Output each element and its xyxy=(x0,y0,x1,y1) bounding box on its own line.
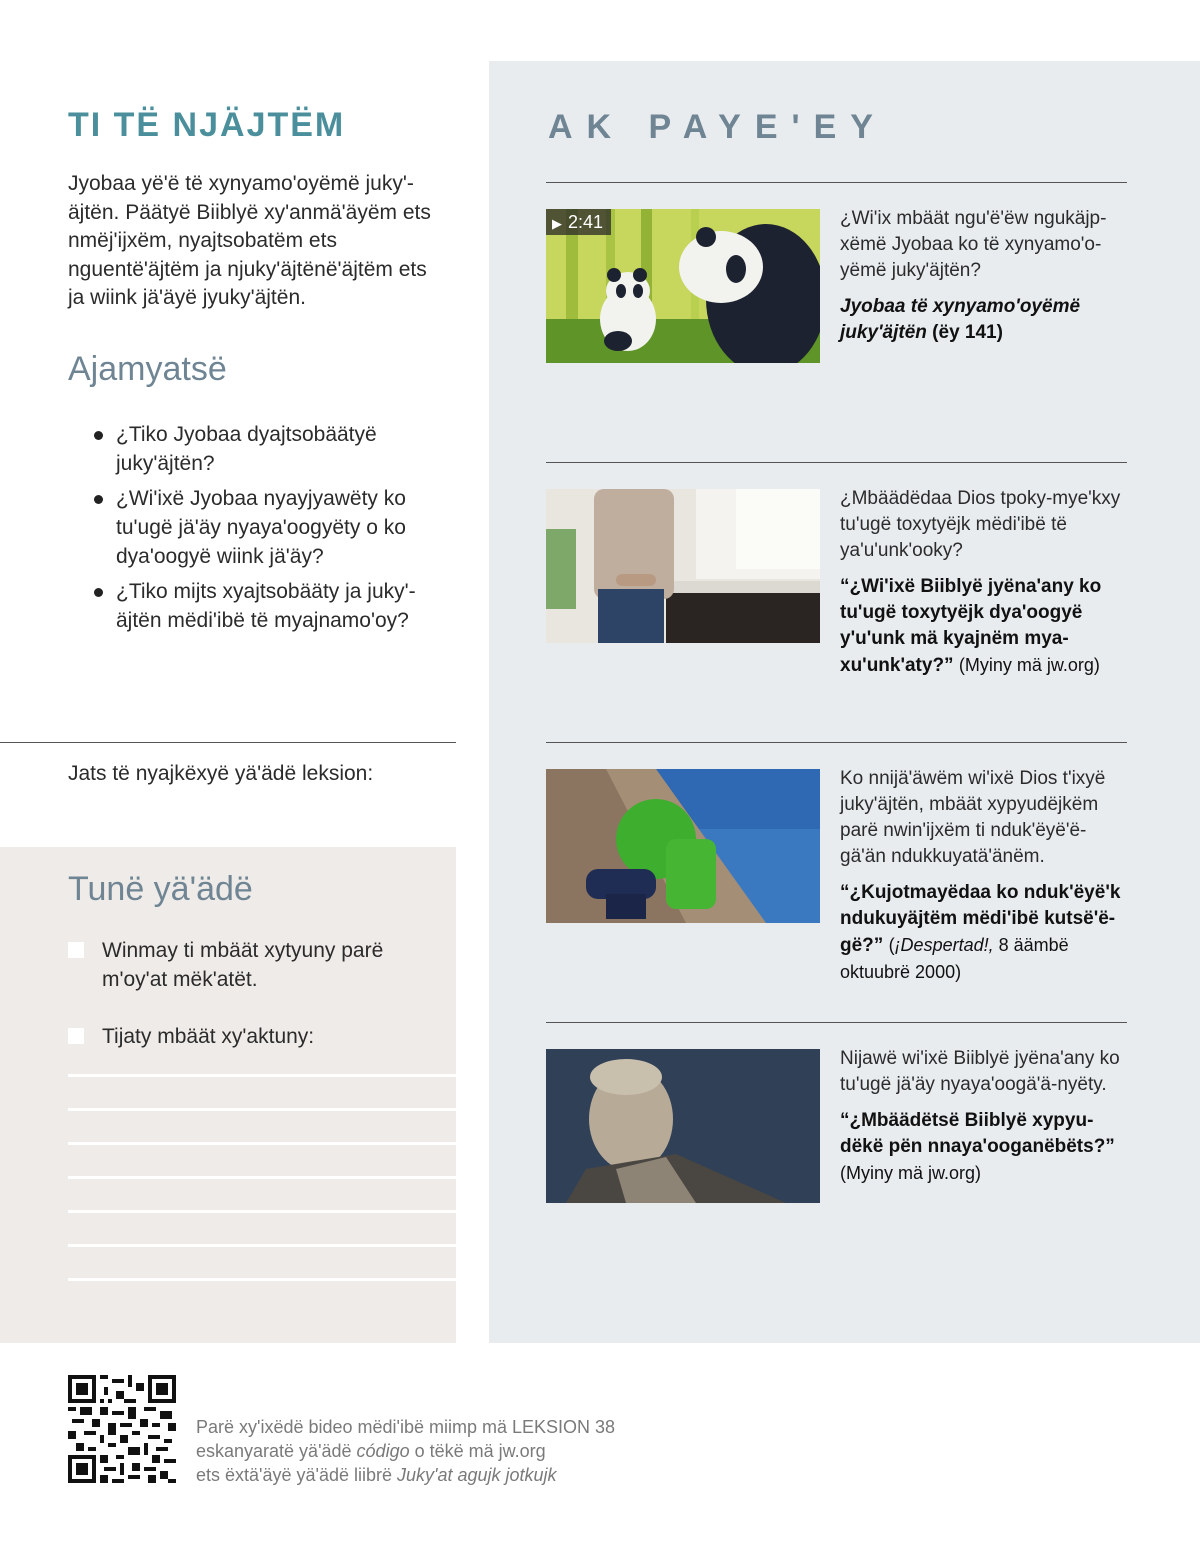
writing-line[interactable] xyxy=(68,1278,456,1281)
card-text xyxy=(840,486,1130,679)
review-list xyxy=(92,420,452,641)
card-text xyxy=(840,1046,1130,1187)
qr-code-icon[interactable] xyxy=(68,1375,176,1483)
footer-link-text: o tëkë mä jw.org xyxy=(409,1441,546,1461)
card-description: Ko nnijä'äwëm wi'ixë Dios t'ixyë juky'äjtën, mbäät xypyudëjkëm parë nwin'ijxëm ti nduk'ëyë'ë-gä'än ndukkuyatä'änëm. xyxy=(840,768,1106,867)
goal-box xyxy=(0,847,456,1343)
review-question: ¿Wi'ixë Jyobaa nyayjyawëty ko tu'ugë jä'äy nyaya'oogyëty o ko dya'oogyë wiink jä'äy? xyxy=(92,484,452,571)
card-text xyxy=(840,766,1130,986)
video-duration-badge xyxy=(546,209,611,235)
play-icon: ▶ xyxy=(552,216,562,231)
pregnant-woman-image[interactable] xyxy=(546,489,820,643)
review-question: ¿Tiko mijts xyajtsobääty ja juky'-äjtën mëdi'ibë të myajnamo'oy? xyxy=(92,577,452,635)
card-link[interactable] xyxy=(840,880,1130,986)
source-prefix: ( xyxy=(888,935,895,955)
goal-item-text: Tijaty mbäät xy'aktuny: xyxy=(102,1025,315,1048)
review-heading: Ajamyatsë xyxy=(68,350,227,388)
writing-line[interactable] xyxy=(68,1074,456,1077)
writing-line[interactable] xyxy=(68,1176,456,1179)
rock-climber-photo xyxy=(546,769,820,923)
source-publication: ¡Despertad!, xyxy=(894,935,994,955)
card-title: “¿Kujotmayëdaa ko nduk'ëyë'k ndukuyäjtëm mëdi'ibë kutsë'ë-gë?” xyxy=(840,882,1121,956)
card-link[interactable] xyxy=(840,1108,1130,1187)
card-source: (Myiny mä jw.org) xyxy=(958,655,1100,675)
checkbox[interactable] xyxy=(68,1028,84,1044)
footer-instructions xyxy=(196,1415,666,1487)
sad-man-statue-image[interactable] xyxy=(546,1049,820,1203)
footer-line: ets ëxtä'äyë yä'ädë liibrë xyxy=(196,1465,397,1485)
writing-line[interactable] xyxy=(68,1108,456,1111)
panda-video-thumbnail[interactable] xyxy=(546,209,820,363)
pregnant-woman-photo xyxy=(546,489,820,643)
divider xyxy=(546,182,1127,183)
divider xyxy=(546,742,1127,743)
qr-code-graphic xyxy=(68,1375,176,1483)
writing-line[interactable] xyxy=(68,1142,456,1145)
footer-line: Parë xy'ixëdë bideo mëdi'ibë miimp mä LEKSION 38 xyxy=(196,1417,616,1437)
goal-checkbox-item[interactable] xyxy=(68,1022,438,1051)
writing-line[interactable] xyxy=(68,1244,456,1247)
writing-line[interactable] xyxy=(68,1210,456,1213)
divider xyxy=(546,462,1127,463)
card-link[interactable] xyxy=(840,294,1130,346)
goal-item-text: Winmay ti mbäät xytyuny parë m'oy'at mëk'atët. xyxy=(102,939,384,991)
footer-book-title: Juky'at agujk jotkujk xyxy=(397,1465,557,1485)
review-question: ¿Tiko Jyobaa dyajtsobäätyë juky'äjtën? xyxy=(92,420,452,478)
duration-label: 2:41 xyxy=(568,212,604,232)
card-description: ¿Wi'ix mbäät ngu'ë'ëw ngukäjp-xëmë Jyobaa ko të xynyamo'o-yëmë juky'äjtën? xyxy=(840,208,1107,281)
summary-heading: TI TË NJÄJTËM xyxy=(68,106,346,144)
checkbox[interactable] xyxy=(68,942,84,958)
card-source: (Myiny mä jw.org) xyxy=(840,1163,982,1183)
source-date: 8 äämbë oktuubrë 2000) xyxy=(840,935,1069,982)
card-description: Nijawë wi'ixë Biiblyë jyëna'any ko tu'ugë jä'äy nyaya'oogä'ä-nyëty. xyxy=(840,1048,1120,1095)
card-title: “¿Wi'ixë Biiblyë jyëna'any ko tu'ugë toxytyëjk dya'oogyë y'u'unk mä kyajnëm mya-xu'unk'aty?” xyxy=(840,576,1102,676)
card-title: “¿Mbäädëtsë Biiblyë xypyu-dëkë pën nnaya'ooganëbëts?” xyxy=(840,1110,1115,1157)
goal-checkbox-item[interactable] xyxy=(68,936,438,994)
summary-text: Jyobaa yë'ë të xynyamo'oyëmë juky'-äjtën. Päätyë Biiblyë xy'anmä'äyëm ets nmëj'ijxëm, nyajtsobatëm ets nguentë'äjtëm ja njuky'äjtënë'äjtëm ets ja wiink jä'äyë jyuky'äjtën. xyxy=(68,172,431,309)
card-source: (ëy 141) xyxy=(932,322,1003,343)
rock-climber-image[interactable] xyxy=(546,769,820,923)
note-label: Jats të nyajkëxyë yä'ädë leksion: xyxy=(68,762,374,785)
card-description: ¿Mbäädëdaa Dios tpoky-mye'kxy tu'ugë toxytyëjk mëdi'ibë të ya'u'unk'ooky? xyxy=(840,488,1121,561)
card-title: Jyobaa të xynyamo'oyëmë juky'äjtën xyxy=(840,296,1081,343)
footer-italic: código xyxy=(356,1441,410,1461)
footer-line: eskanyaratë yä'ädë xyxy=(196,1441,357,1461)
card-link[interactable] xyxy=(840,574,1130,679)
goal-heading: Tunë yä'ädë xyxy=(68,870,253,908)
explore-heading: AK PAYE'EY xyxy=(548,108,887,146)
sad-man-statue-illustration xyxy=(546,1049,820,1203)
divider xyxy=(0,742,456,743)
card-text xyxy=(840,206,1130,346)
divider xyxy=(546,1022,1127,1023)
